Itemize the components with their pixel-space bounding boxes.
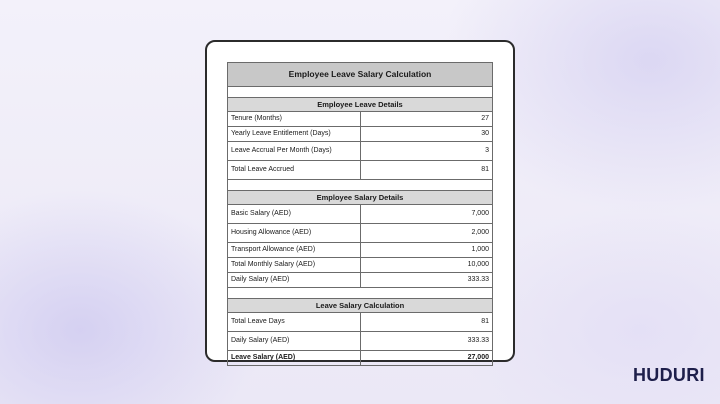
table-row [228,258,493,273]
table-row [228,142,493,161]
section-heading-leave-details: Employee Leave Details [228,98,493,112]
row-value: 1,000 [360,243,493,258]
spacer-row [228,180,493,191]
section-heading-row [228,191,493,205]
table-title-row [228,63,493,87]
row-label: Leave Accrual Per Month (Days) [228,142,361,161]
row-label: Transport Allowance (AED) [228,243,361,258]
section-heading-salary-details: Employee Salary Details [228,191,493,205]
row-label: Total Monthly Salary (AED) [228,258,361,273]
row-label: Leave Salary (AED) [228,351,361,366]
section-heading-row [228,299,493,313]
table-row [228,127,493,142]
spreadsheet-card [205,40,515,362]
section-heading-leave-salary: Leave Salary Calculation [228,299,493,313]
spacer-row [228,87,493,98]
table-row [228,243,493,258]
row-value: 81 [360,313,493,332]
table-row [228,313,493,332]
row-value: 81 [360,161,493,180]
table-row [228,161,493,180]
row-label: Total Leave Days [228,313,361,332]
row-value: 3 [360,142,493,161]
row-label: Yearly Leave Entitlement (Days) [228,127,361,142]
leave-salary-table [227,62,493,366]
table-row [228,224,493,243]
huduri-logo: HUDURI [633,365,705,385]
row-value: 7,000 [360,205,493,224]
row-value: 333.33 [360,273,493,288]
table-row-total [228,351,493,366]
table-row [228,273,493,288]
row-label: Housing Allowance (AED) [228,224,361,243]
spacer-row [228,288,493,299]
row-value: 2,000 [360,224,493,243]
row-label: Basic Salary (AED) [228,205,361,224]
row-label: Tenure (Months) [228,112,361,127]
row-value: 27,000 [360,351,493,366]
row-label: Daily Salary (AED) [228,273,361,288]
table-row [228,205,493,224]
row-value: 10,000 [360,258,493,273]
row-value: 333.33 [360,332,493,351]
section-heading-row [228,98,493,112]
row-label: Daily Salary (AED) [228,332,361,351]
row-label: Total Leave Accrued [228,161,361,180]
row-value: 27 [360,112,493,127]
table-title: Employee Leave Salary Calculation [228,63,493,87]
row-value: 30 [360,127,493,142]
table-row [228,332,493,351]
table-row [228,112,493,127]
